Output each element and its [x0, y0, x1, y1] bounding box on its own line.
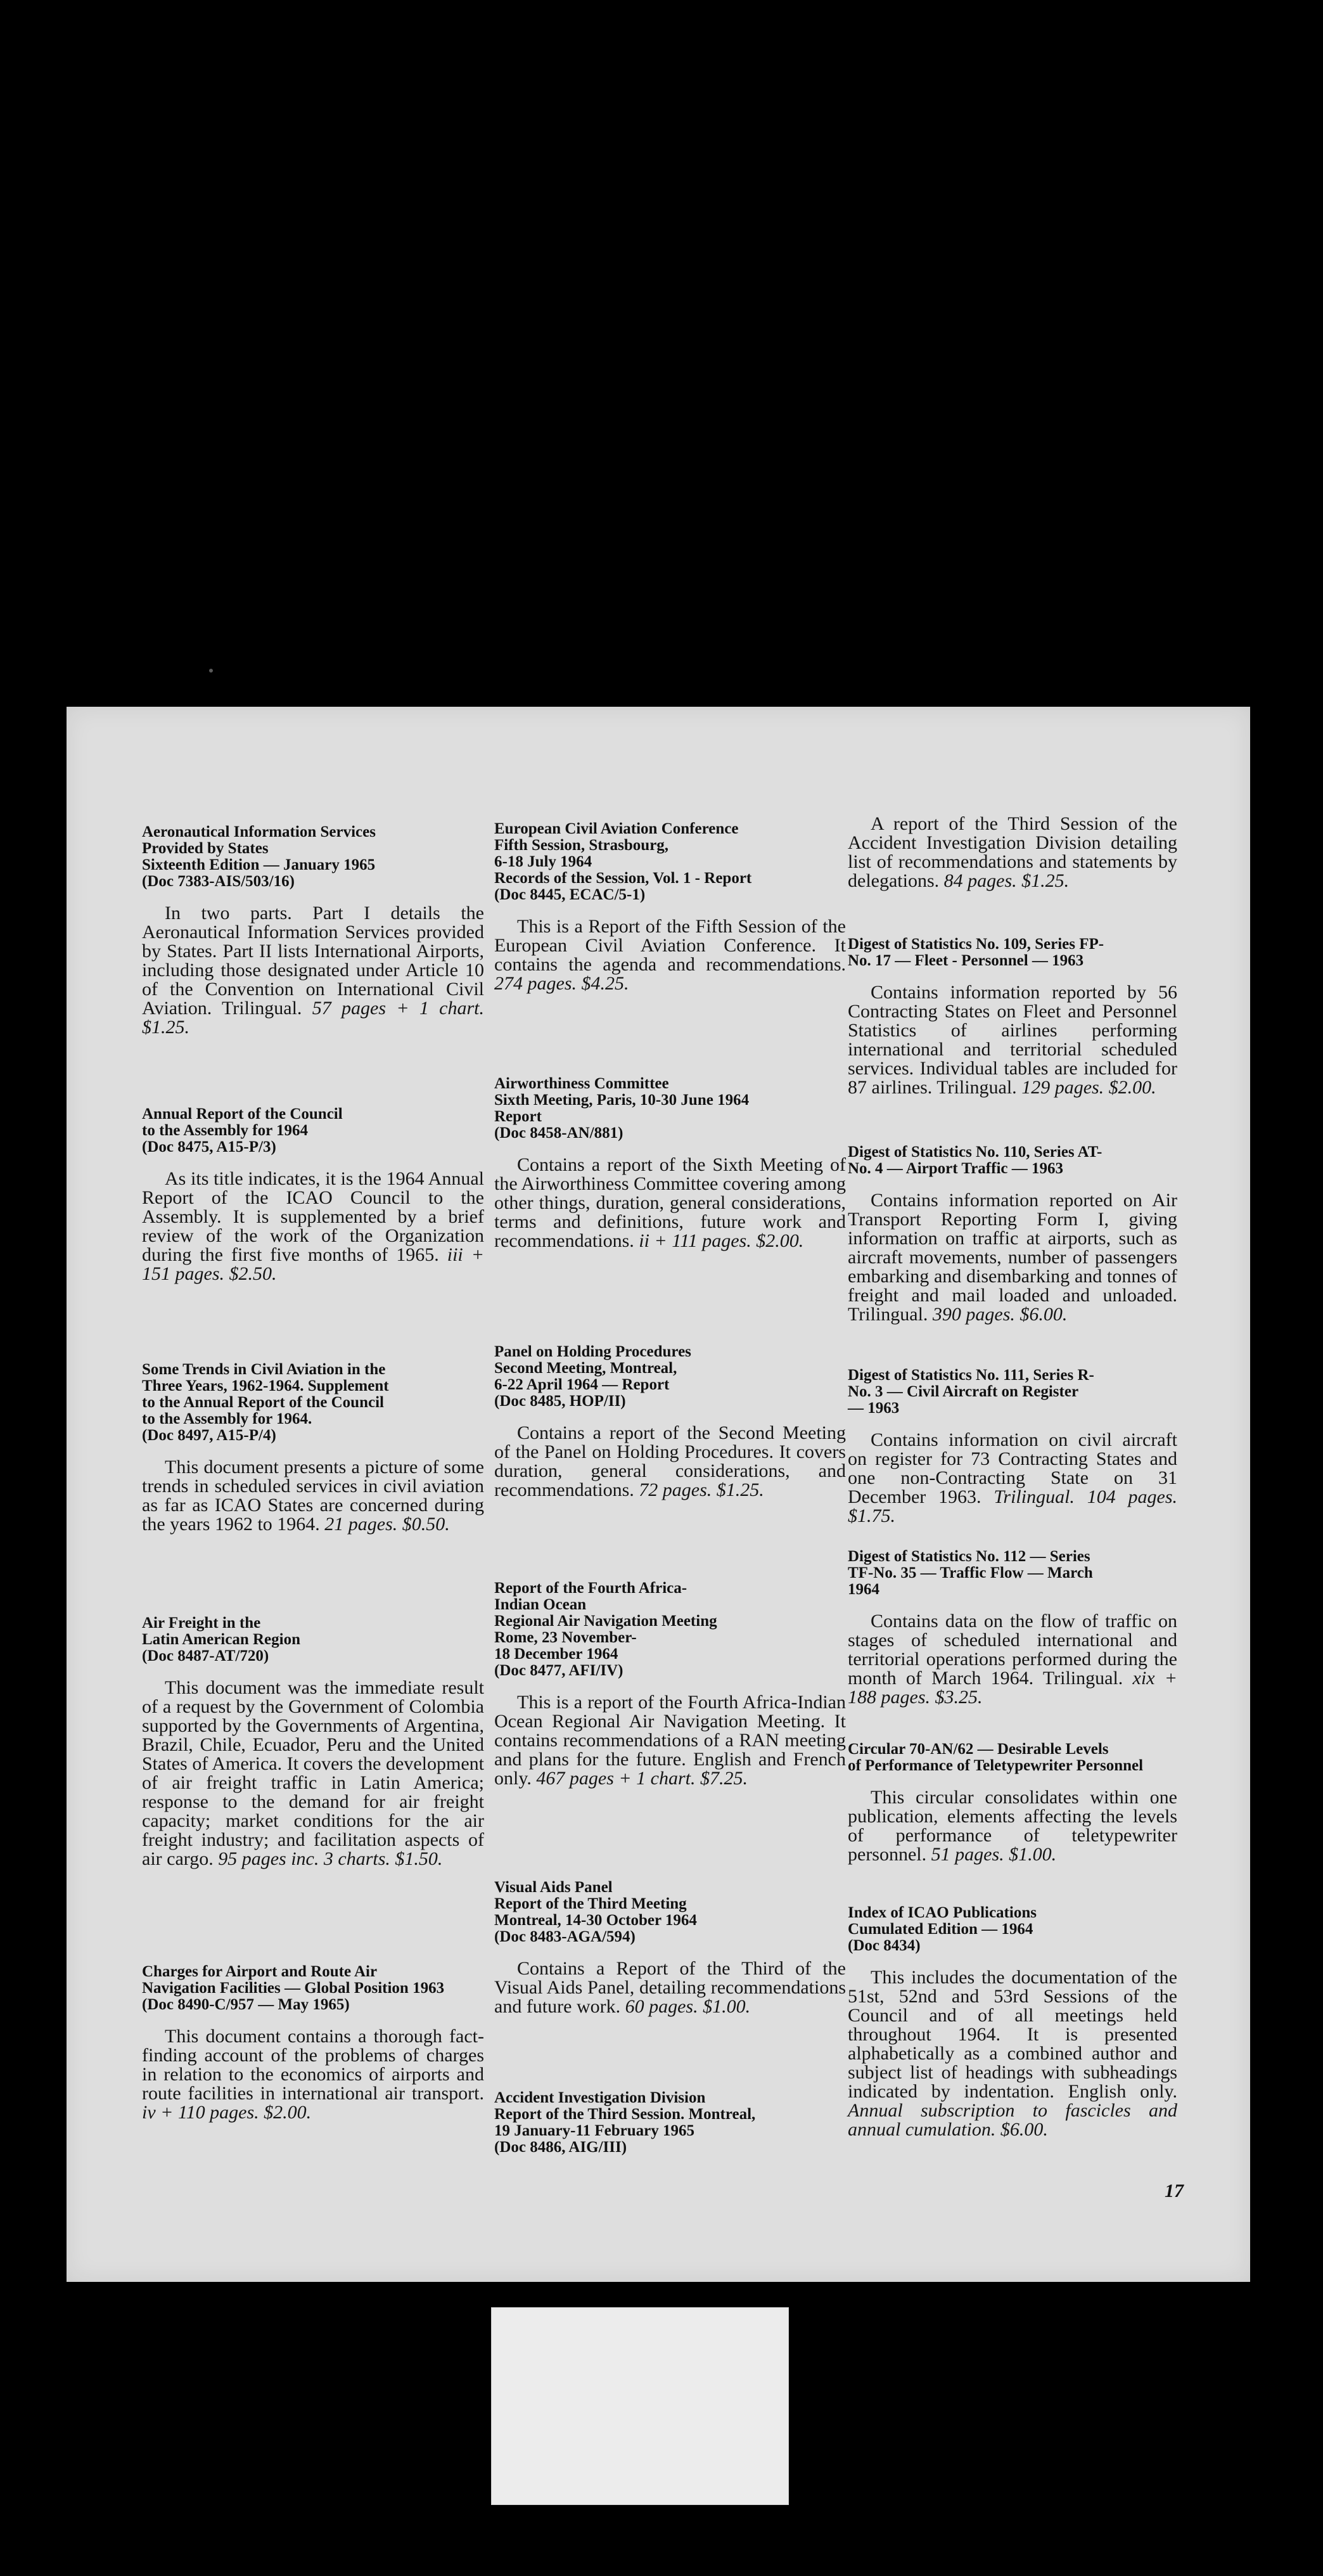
entry-description: Contains information reported on Air Transport Reporting Form I, giving information on traffic at airports, such as aircraft movements, number of passengers embarking and disembarking and tonnes of freight and mail loaded and unloaded. Trilingual. 390 pages. $6.00. [848, 1190, 1177, 1325]
entry-description: Contains a Report of the Third of the Visual Aids Panel, detailing recommendations and future work. 60 pages. $1.00. [494, 1958, 846, 2017]
entry-description: Contains a report of the Sixth Meeting of the Airworthiness Committee covering among other things, duration, general considerations, terms and definitions, future work and recommendations. ii + 111 pages. $2.00. [494, 1154, 846, 1251]
entry-title: Visual Aids Panel Report of the Third Meeting Montreal, 14-30 October 1964 (Doc 8483-AGA/594) [494, 1879, 697, 1945]
entry-title: Airworthiness Committee Sixth Meeting, Paris, 10-30 June 1964 Report (Doc 8458-AN/881) [494, 1075, 750, 1142]
entry-description: This document presents a picture of some trends in scheduled services in civil aviation as far as ICAO States are concerned during the years 1962 to 1964. 21 pages. $0.50. [142, 1457, 484, 1535]
entry-description: Contains information reported by 56 Contracting States on Fleet and Personnel Statistics of airlines performing international and territorial scheduled services. Individual tables are included for 87 airlines. Trilingual. 129 pages. $2.00. [848, 982, 1177, 1098]
entry-price: 60 pages. $1.00. [625, 1996, 751, 2017]
entry-price: Annual subscription to fascicles and annual cumulation. $6.00. [848, 2100, 1177, 2140]
entry-digest-109 [848, 936, 1177, 1097]
entry-title: Digest of Statistics No. 111, Series R- No. 3 — Civil Aircraft on Register — 1963 [848, 1367, 1094, 1417]
entry-some-trends [142, 1362, 484, 1534]
entry-circular-70 [848, 1741, 1177, 1864]
entry-price: 274 pages. $4.25. [494, 973, 629, 994]
entry-digest-111 [848, 1367, 1177, 1526]
entry-description: In two parts. Part I details the Aeronautical Information Services provided by States. Part II lists International Airports, including those designated under Article 10 of the Convention on International Civil Aviation. Trilingual. 57 pages + 1 chart. $1.25. [142, 903, 485, 1038]
document-page [67, 707, 1250, 2282]
entry-title: Report of the Fourth Africa- Indian Ocean Regional Air Navigation Meeting Rome, 23 November- 18 December 1964 (Doc 8477, AFI/IV) [494, 1580, 717, 1679]
entry-description: As its title indicates, it is the 1964 Annual Report of the ICAO Council to the Assembly. It is supplemented by a brief review of the work of the Organization during the first five months of 1965. iii + 151 pages. $2.50. [142, 1168, 485, 1284]
entry-africa-indian-ocean [494, 1580, 846, 1788]
dust-speck [209, 669, 213, 673]
entry-ecac [494, 821, 846, 993]
entry-price: 57 pages + 1 chart. $1.25. [142, 998, 485, 1038]
entry-visual-aids-panel [494, 1879, 846, 2016]
entry-description: This includes the documentation of the 51st, 52nd and 53rd Sessions of the Council and of all meetings held throughout 1964. It is presented alphabetically as a combined author and subject list of headings with subheadings indicated by indentation. English only. Annual subscription to fascicles and annual cumulation. $6.00. [848, 1967, 1177, 2140]
entry-price: 390 pages. $6.00. [932, 1304, 1068, 1325]
entry-price: iv + 110 pages. $2.00. [142, 2102, 312, 2123]
entry-price: 84 pages. $1.25. [943, 870, 1070, 891]
entry-title: Accident Investigation Division Report of the Third Session. Montreal, 19 January-11 February 1965 (Doc 8486, AIG/III) [494, 2089, 756, 2156]
entry-annual-report-council [142, 1106, 484, 1284]
entry-title: European Civil Aviation Conference Fifth Session, Strasbourg, 6-18 July 1964 Records of the Session, Vol. 1 - Report (Doc 8445, ECAC/5-1) [494, 820, 752, 903]
entry-title: Digest of Statistics No. 112 — Series TF-No. 35 — Traffic Flow — March 1964 [848, 1548, 1093, 1598]
entry-price: xix + 188 pages. $3.25. [848, 1668, 1177, 1708]
entry-accident-investigation [494, 2090, 846, 2156]
entry-price: 467 pages + 1 chart. $7.25. [536, 1768, 748, 1789]
entry-price: 21 pages. $0.50. [324, 1514, 450, 1535]
entry-title: Digest of Statistics No. 110, Series AT- No. 4 — Airport Traffic — 1963 [848, 1143, 1102, 1177]
entry-charges-airport [142, 1964, 484, 2122]
entry-airworthiness [494, 1076, 846, 1251]
entry-price: iii + 151 pages. $2.50. [142, 1244, 485, 1284]
entry-description: This document contains a thorough fact-finding account of the problems of charges in relation to the economics of airports and route facilities in international air transport. iv + 110 pages. $2.00. [142, 2026, 484, 2123]
entry-aeronautical-information-services [142, 824, 484, 1037]
entry-price: ii + 111 pages. $2.00. [639, 1230, 804, 1251]
entry-description: A report of the Third Session of the Accident Investigation Division detailing list of recommendations and statements by delegations. 84 pages. $1.25. [848, 813, 1177, 891]
entry-accident-investigation-continued [848, 815, 1177, 891]
entry-title: Annual Report of the Council to the Assembly for 1964 (Doc 8475, A15-P/3) [142, 1105, 343, 1156]
page-number: 17 [1165, 2180, 1184, 2201]
entry-price: 51 pages. $1.00. [931, 1844, 1057, 1865]
entry-description: This is a Report of the Fifth Session of the European Civil Aviation Conference. It contains the agenda and recommendations. 274 pages. $4.25. [494, 916, 846, 994]
entry-description: This document was the immediate result of a request by the Government of Colombia supported by the Governments of Argentina, Brazil, Chile, Ecuador, Peru and the United States of America. It covers the development of air freight traffic in Latin America; response to the demand for air freight capacity; market conditions for the air freight industry; and facilitation aspects of air cargo. 95 pages inc. 3 charts. $1.50. [142, 1677, 484, 1869]
entry-description: This circular consolidates within one publication, elements affecting the levels of performance of teletypewriter personnel. 51 pages. $1.00. [848, 1787, 1177, 1865]
entry-price: 95 pages inc. 3 charts. $1.50. [218, 1848, 443, 1869]
entry-title: Index of ICAO Publications Cumulated Edition — 1964 (Doc 8434) [848, 1904, 1037, 1954]
entry-digest-110 [848, 1144, 1177, 1324]
entry-title: Panel on Holding Procedures Second Meeting, Montreal, 6-22 April 1964 — Report (Doc 8485, HOP/II) [494, 1343, 691, 1410]
entry-title: Air Freight in the Latin American Region (Doc 8487-AT/720) [142, 1614, 300, 1665]
blank-card [491, 2307, 789, 2505]
entry-description: Contains information on civil aircraft on register for 73 Contracting States and one non-Contracting State on 31 December 1963. Trilingual. 104 pages. $1.75. [848, 1429, 1177, 1526]
entry-holding-procedures [494, 1344, 846, 1500]
entry-description: Contains a report of the Second Meeting of the Panel on Holding Procedures. It covers duration, general considerations, and recommendations. 72 pages. $1.25. [494, 1422, 846, 1500]
entry-title: Some Trends in Civil Aviation in the Three Years, 1962-1964. Supplement to the Annual Report of the Council to the Assembly for 1964. (Doc 8497, A15-P/4) [142, 1361, 389, 1444]
entry-description: This is a report of the Fourth Africa-Indian Ocean Regional Air Navigation Meeting. It contains recommendations of a RAN meeting and plans for the future. English and French only. 467 pages + 1 chart. $7.25. [494, 1692, 846, 1789]
entry-price: Trilingual. 104 pages. $1.75. [848, 1486, 1177, 1526]
entry-air-freight [142, 1615, 484, 1869]
entry-digest-112 [848, 1549, 1177, 1707]
entry-title: Aeronautical Information Services Provided by States Sixteenth Edition — January 1965 (Doc 7383-AIS/503/16) [142, 823, 376, 890]
entry-price: 72 pages. $1.25. [639, 1479, 764, 1500]
entry-title: Circular 70-AN/62 — Desirable Levels of Performance of Teletypewriter Personnel [848, 1741, 1144, 1774]
entry-index-icao-publications [848, 1905, 1177, 2139]
entry-price: 129 pages. $2.00. [1021, 1077, 1156, 1098]
entry-title: Digest of Statistics No. 109, Series FP- No. 17 — Fleet - Personnel — 1963 [848, 936, 1104, 969]
entry-title: Charges for Airport and Route Air Navigation Facilities — Global Position 1963 (Doc 8490-C/957 — May 1965) [142, 1963, 445, 2013]
entry-description: Contains data on the flow of traffic on stages of scheduled international and territorial operations performed during the month of March 1964. Trilingual. xix + 188 pages. $3.25. [848, 1611, 1177, 1708]
